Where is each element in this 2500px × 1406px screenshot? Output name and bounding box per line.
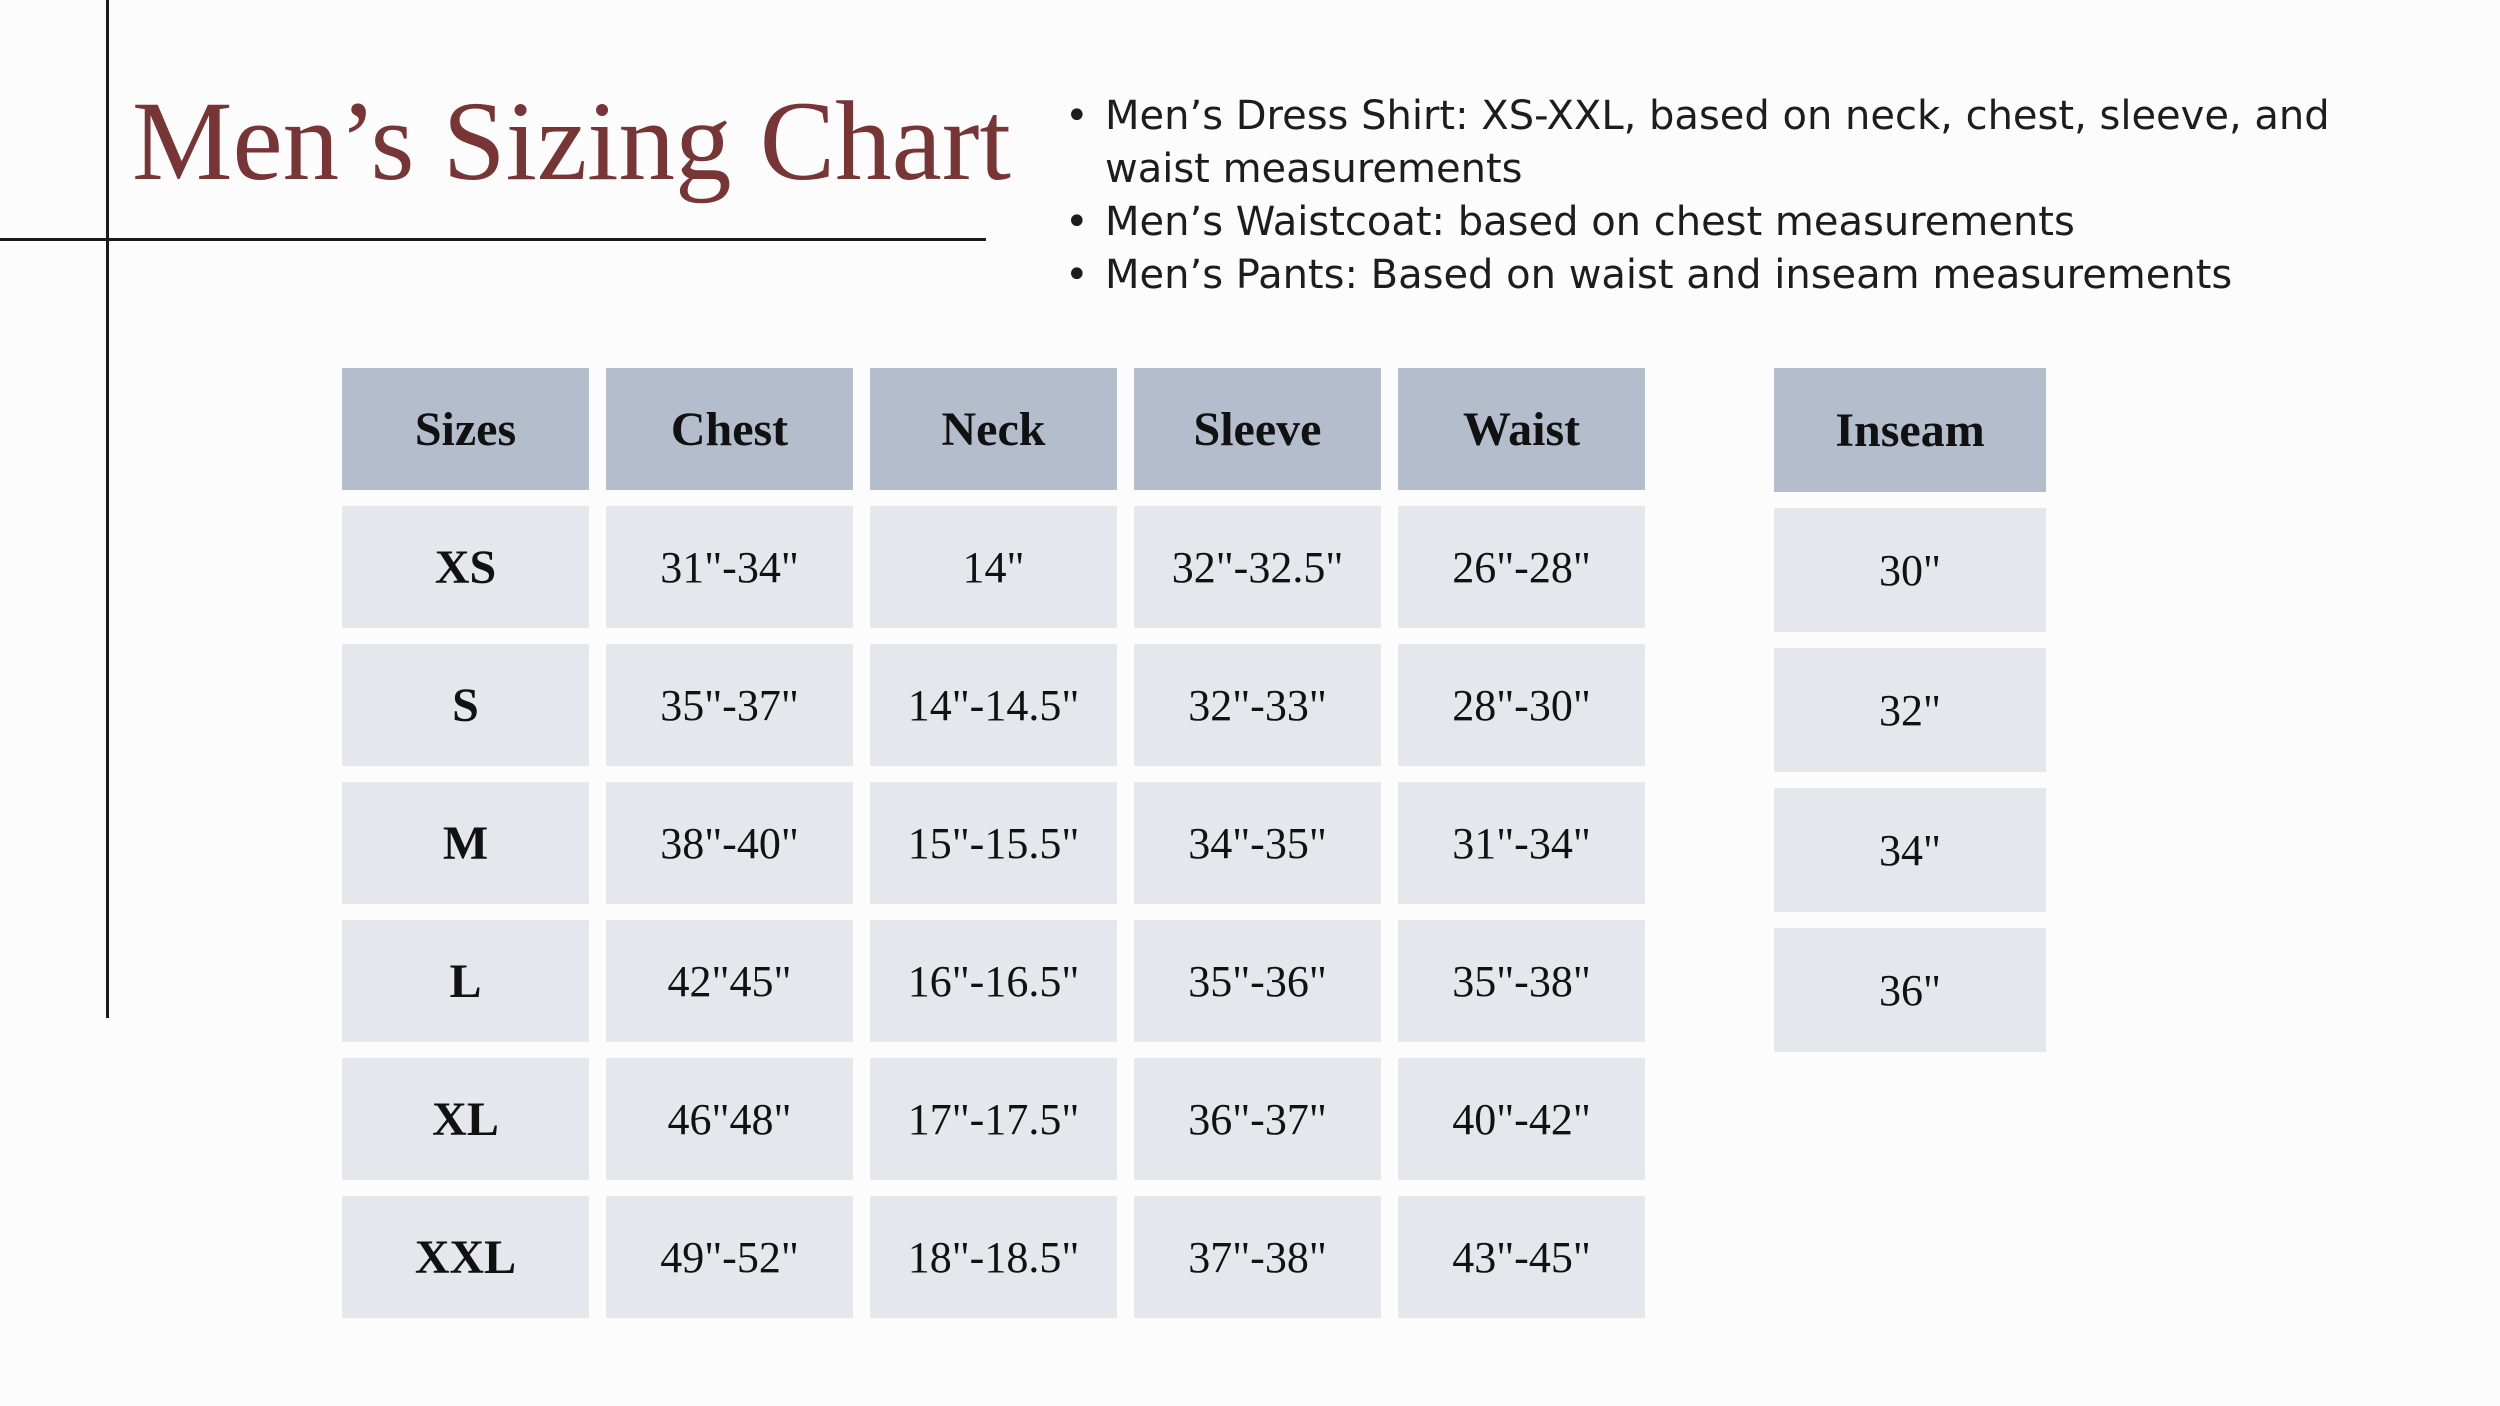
sleeve-cell: 32"-33" bbox=[1134, 644, 1381, 766]
sleeve-cell: 37"-38" bbox=[1134, 1196, 1381, 1318]
chest-cell: 49"-52" bbox=[606, 1196, 853, 1318]
size-label-cell: M bbox=[342, 782, 589, 904]
horizontal-rule bbox=[0, 238, 986, 241]
waist-cell: 31"-34" bbox=[1398, 782, 1645, 904]
waist-cell: 26"-28" bbox=[1398, 506, 1645, 628]
note-item: • Men’s Pants: Based on waist and inseam measurements bbox=[1065, 249, 2395, 302]
chest-cell: 35"-37" bbox=[606, 644, 853, 766]
vertical-rule bbox=[106, 0, 109, 1018]
sleeve-cell: 36"-37" bbox=[1134, 1058, 1381, 1180]
waist-cell: 28"-30" bbox=[1398, 644, 1645, 766]
size-label-cell: L bbox=[342, 920, 589, 1042]
neck-cell: 18"-18.5" bbox=[870, 1196, 1117, 1318]
neck-cell: 14" bbox=[870, 506, 1117, 628]
table-header-sizes: Sizes bbox=[342, 368, 589, 490]
inseam-cell: 30" bbox=[1774, 508, 2046, 632]
table-header-waist: Waist bbox=[1398, 368, 1645, 490]
table-header-inseam: Inseam bbox=[1774, 368, 2046, 492]
page-title: Men’s Sizing Chart bbox=[132, 79, 1011, 204]
notes-list bbox=[1065, 90, 2395, 302]
table-header-neck: Neck bbox=[870, 368, 1117, 490]
size-label-cell: S bbox=[342, 644, 589, 766]
table-header-chest: Chest bbox=[606, 368, 853, 490]
waist-cell: 35"-38" bbox=[1398, 920, 1645, 1042]
chest-cell: 38"-40" bbox=[606, 782, 853, 904]
neck-cell: 17"-17.5" bbox=[870, 1058, 1117, 1180]
sleeve-cell: 32"-32.5" bbox=[1134, 506, 1381, 628]
sleeve-cell: 34"-35" bbox=[1134, 782, 1381, 904]
waist-cell: 43"-45" bbox=[1398, 1196, 1645, 1318]
size-label-cell: XS bbox=[342, 506, 589, 628]
neck-cell: 15"-15.5" bbox=[870, 782, 1117, 904]
inseam-cell: 34" bbox=[1774, 788, 2046, 912]
sleeve-cell: 35"-36" bbox=[1134, 920, 1381, 1042]
sizing-table bbox=[342, 368, 1645, 1318]
table-header-sleeve: Sleeve bbox=[1134, 368, 1381, 490]
chest-cell: 31"-34" bbox=[606, 506, 853, 628]
chest-cell: 46"48" bbox=[606, 1058, 853, 1180]
neck-cell: 14"-14.5" bbox=[870, 644, 1117, 766]
inseam-table bbox=[1774, 368, 2046, 1052]
inseam-cell: 32" bbox=[1774, 648, 2046, 772]
waist-cell: 40"-42" bbox=[1398, 1058, 1645, 1180]
inseam-cell: 36" bbox=[1774, 928, 2046, 1052]
size-label-cell: XXL bbox=[342, 1196, 589, 1318]
note-item: • Men’s Dress Shirt: XS-XXL, based on neck, chest, sleeve, and waist measurements bbox=[1065, 90, 2395, 196]
note-item: • Men’s Waistcoat: based on chest measurements bbox=[1065, 196, 2395, 249]
size-label-cell: XL bbox=[342, 1058, 589, 1180]
chest-cell: 42"45" bbox=[606, 920, 853, 1042]
neck-cell: 16"-16.5" bbox=[870, 920, 1117, 1042]
